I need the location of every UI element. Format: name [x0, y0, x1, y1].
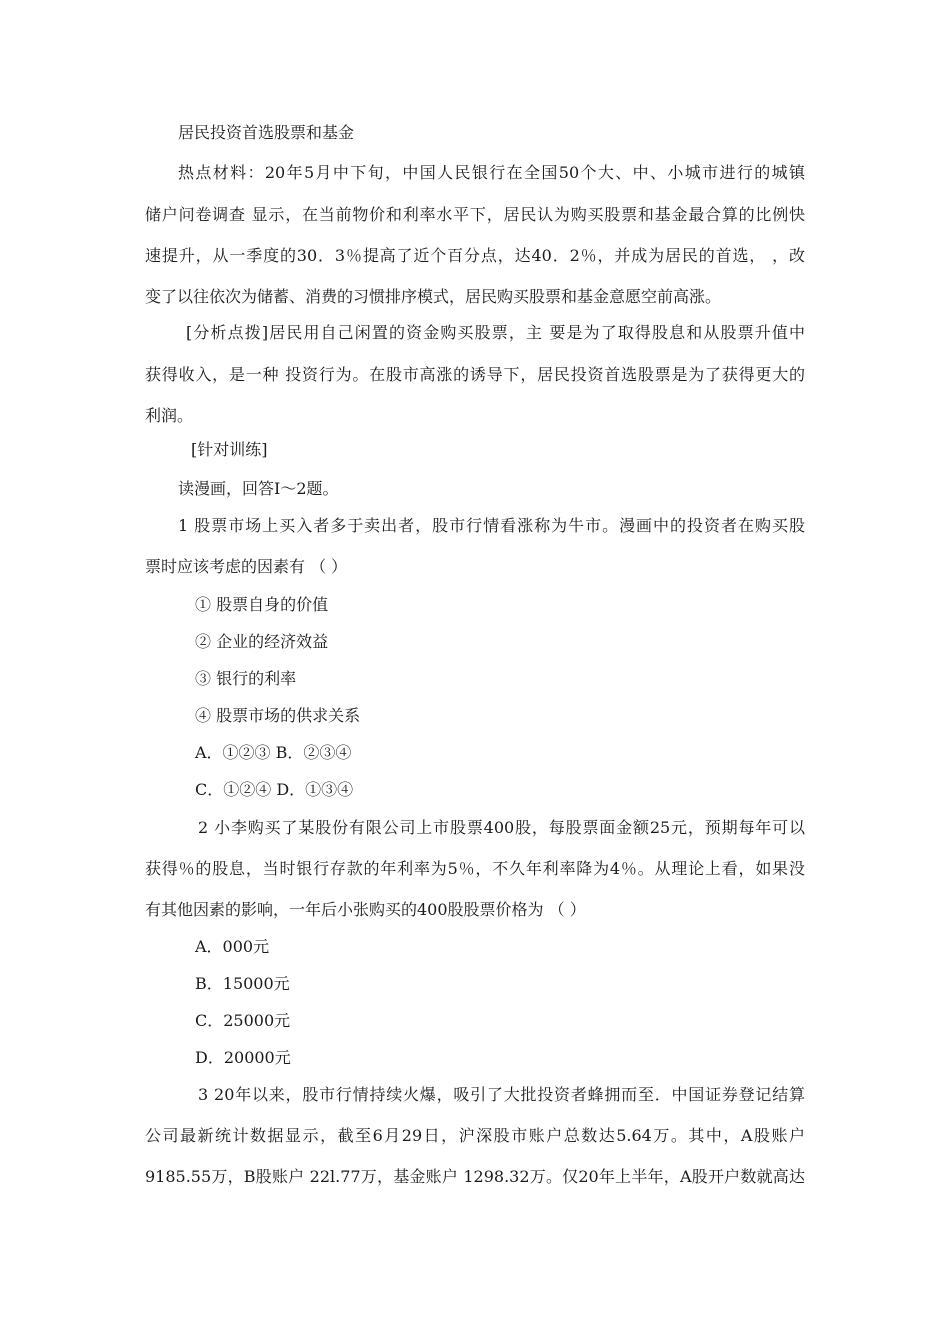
question-3-stem: 9185.55万，B股账户 22l.77万，基金账户 1298.32万。仅20年上半年，A股开户数就高达	[145, 1167, 805, 1186]
question-1-stem: 1 股票市场上买入者多于卖出者，股市行情看涨称为牛市。漫画中的投资者在购买股	[178, 516, 805, 535]
question-2-option: D．20000元	[195, 1048, 291, 1067]
question-2-option: C．25000元	[195, 1011, 291, 1030]
hot-material-line: 速提升，从一季度的30．3％提高了近个百分点，达40．2％，并成为居民的首选， ，改	[145, 246, 805, 265]
question-2-option: B．15000元	[195, 974, 290, 993]
question-1-item: ② 企业的经济效益	[195, 632, 329, 651]
question-1-option: C．①②④ D．①③④	[195, 780, 354, 799]
intro-text: 读漫画，回答Ⅰ～2题。	[178, 479, 339, 498]
analysis-line: 利润。	[145, 406, 194, 425]
hot-material-line: 变了以往依次为储蓄、消费的习惯排序模式，居民购买股票和基金意愿空前高涨。	[145, 287, 722, 306]
question-1-item: ③ 银行的利率	[195, 669, 297, 688]
hot-material-line: 储户问卷调查 显示，在当前物价和利率水平下，居民认为购买股票和基金最合算的比例快	[145, 205, 805, 224]
question-3-stem: 公司最新统计数据显示，截至6月29日，沪深股市账户总数达5.64万。其中，A股账户	[145, 1126, 805, 1145]
hot-material-line: 热点材料：20年5月中下旬，中国人民银行在全国50个大、中、小城市进行的城镇	[178, 163, 805, 182]
question-1-stem: 票时应该考虑的因素有 （ ）	[145, 557, 348, 576]
question-2-stem: 2 小李购买了某股份有限公司上市股票400股，每股票面金额25元，预期每年可以	[198, 818, 805, 837]
training-heading: [针对训练]	[191, 440, 268, 459]
question-2-option: A．000元	[195, 937, 270, 956]
analysis-line: 获得收入，是一种 投资行为。在股市高涨的诱导下，居民投资首选股票是为了获得更大的	[145, 365, 805, 384]
question-3-stem: 3 20年以来，股市行情持续火爆，吸引了大批投资者蜂拥而至．中国证券登记结算	[198, 1085, 805, 1104]
question-1-option: A．①②③ B．②③④	[195, 743, 352, 762]
question-2-stem: 获得％的股息，当时银行存款的年利率为5％，不久年利率降为4％。从理论上看，如果没	[145, 859, 805, 878]
question-1-item: ① 股票自身的价值	[195, 595, 329, 614]
question-2-stem: 有其他因素的影响，一年后小张购买的400股股票价格为 （ ）	[145, 900, 586, 919]
document-title: 居民投资首选股票和基金	[178, 123, 355, 142]
question-1-item: ④ 股票市场的供求关系	[195, 706, 361, 725]
analysis-line: [分析点拨]居民用自己闲置的资金购买股票，主 要是为了取得股息和从股票升值中	[186, 323, 805, 342]
